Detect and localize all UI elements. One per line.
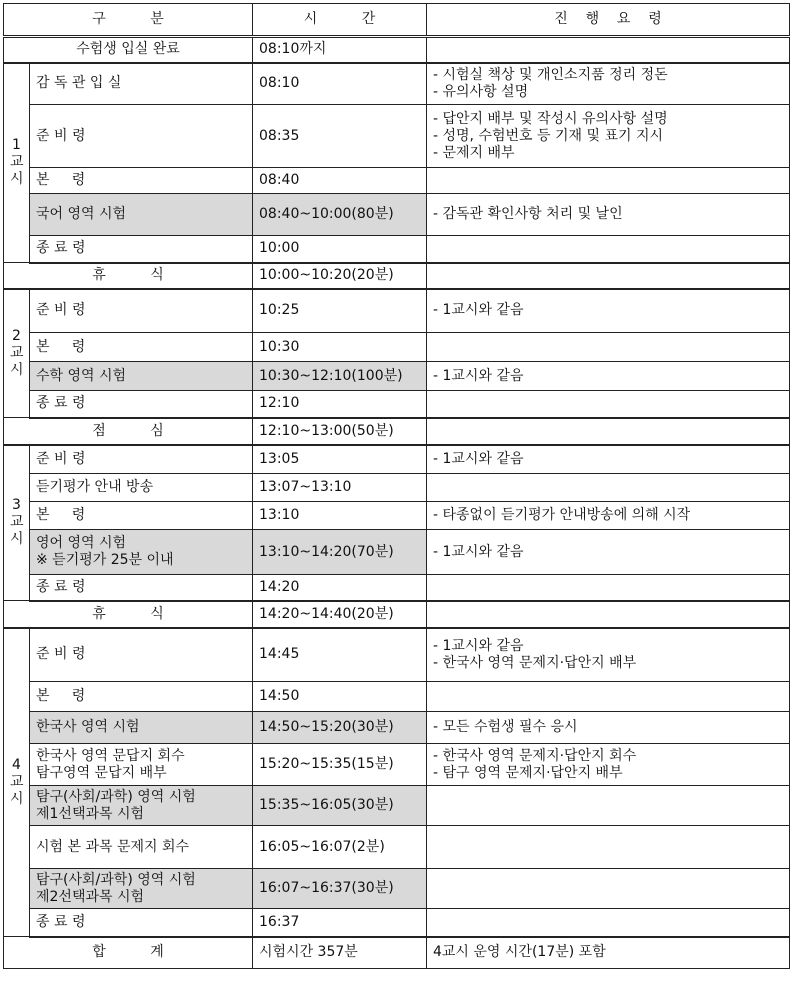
row-label: 종 료 령 xyxy=(30,236,253,263)
row-time: 12:10 xyxy=(253,391,427,418)
table-row xyxy=(4,333,790,362)
period3-name: 3 교 시 xyxy=(4,445,30,601)
table-row xyxy=(4,474,790,502)
break-label: 휴 식 xyxy=(4,263,253,289)
total-note: 4교시 운영 시간(17분) 포함 xyxy=(427,937,790,969)
row-label: 한국사 영역 시험 xyxy=(30,712,253,744)
period4-name: 4 교 시 xyxy=(4,628,30,937)
row-time: 08:10 xyxy=(253,63,427,105)
row-time: 16:37 xyxy=(253,909,427,937)
table-row xyxy=(4,744,790,786)
table-row xyxy=(4,63,790,105)
table-row xyxy=(4,530,790,575)
table-row xyxy=(4,909,790,937)
arrival-time: 08:10까지 xyxy=(253,37,427,63)
row-label: 본 령 xyxy=(30,333,253,362)
break-label: 휴 식 xyxy=(4,601,253,628)
arrival-row xyxy=(4,37,790,63)
table-row xyxy=(4,194,790,236)
row-label: 종 료 령 xyxy=(30,391,253,418)
row-time: 14:50~15:20(30분) xyxy=(253,712,427,744)
row-label: 듣기평가 안내 방송 xyxy=(30,474,253,502)
row-label: 시험 본 과목 문제지 회수 xyxy=(30,826,253,869)
row-notes: - 1교시와 같음 xyxy=(427,289,790,333)
row-label: 탐구(사회/과학) 영역 시험 제1선택과목 시험 xyxy=(30,786,253,826)
row-time: 08:35 xyxy=(253,105,427,168)
row-time: 14:20 xyxy=(253,575,427,601)
period2-name: 2 교 시 xyxy=(4,289,30,418)
row-time: 08:40 xyxy=(253,168,427,194)
row-time: 16:07~16:37(30분) xyxy=(253,869,427,909)
row-time: 16:05~16:07(2분) xyxy=(253,826,427,869)
row-label: 준 비 령 xyxy=(30,445,253,474)
row-label: 준 비 령 xyxy=(30,105,253,168)
table-row xyxy=(4,869,790,909)
table-row xyxy=(4,628,790,682)
table-row xyxy=(4,391,790,418)
row-notes: - 1교시와 같음 - 한국사 영역 문제지·답안지 배부 xyxy=(427,628,790,682)
row-notes xyxy=(427,869,790,909)
row-time: 14:50 xyxy=(253,682,427,712)
row-notes xyxy=(427,168,790,194)
row-time: 10:25 xyxy=(253,289,427,333)
table-row xyxy=(4,786,790,826)
table-row xyxy=(4,289,790,333)
header-category: 구 분 xyxy=(4,4,253,37)
lunch-row xyxy=(4,418,790,445)
table-row xyxy=(4,105,790,168)
arrival-notes xyxy=(427,37,790,63)
row-notes xyxy=(427,826,790,869)
lunch-notes xyxy=(427,418,790,445)
row-notes: - 타종없이 듣기평가 안내방송에 의해 시작 xyxy=(427,502,790,530)
table-row xyxy=(4,168,790,194)
total-label: 합 계 xyxy=(4,937,253,969)
row-notes: - 모든 수험생 필수 응시 xyxy=(427,712,790,744)
break-notes xyxy=(427,263,790,289)
row-notes: - 한국사 영역 문제지·답안지 회수 - 탐구 영역 문제지·답안지 배부 xyxy=(427,744,790,786)
table-row xyxy=(4,502,790,530)
header-row xyxy=(4,4,790,37)
row-notes: - 1교시와 같음 xyxy=(427,530,790,575)
table-row xyxy=(4,682,790,712)
row-notes xyxy=(427,474,790,502)
row-label: 영어 영역 시험 ※ 듣기평가 25분 이내 xyxy=(30,530,253,575)
row-label: 본 령 xyxy=(30,682,253,712)
row-notes xyxy=(427,682,790,712)
exam-schedule-table xyxy=(3,3,790,969)
period1-name: 1 교 시 xyxy=(4,63,30,263)
row-label: 한국사 영역 문답지 회수 탐구영역 문답지 배부 xyxy=(30,744,253,786)
row-notes: - 시험실 책상 및 개인소지품 정리 정돈 - 유의사항 설명 xyxy=(427,63,790,105)
table-row xyxy=(4,712,790,744)
row-time: 10:00 xyxy=(253,236,427,263)
break-row xyxy=(4,601,790,628)
header-time: 시 간 xyxy=(253,4,427,37)
row-time: 13:05 xyxy=(253,445,427,474)
break-time: 10:00~10:20(20분) xyxy=(253,263,427,289)
row-label: 본 령 xyxy=(30,502,253,530)
row-time: 15:20~15:35(15분) xyxy=(253,744,427,786)
table-row xyxy=(4,236,790,263)
table-row xyxy=(4,445,790,474)
row-label: 본 령 xyxy=(30,168,253,194)
row-time: 13:10~14:20(70분) xyxy=(253,530,427,575)
row-time: 15:35~16:05(30분) xyxy=(253,786,427,826)
header-procedure: 진 행 요 령 xyxy=(427,4,790,37)
row-notes xyxy=(427,575,790,601)
row-time: 10:30 xyxy=(253,333,427,362)
row-label: 수학 영역 시험 xyxy=(30,362,253,391)
lunch-label: 점 심 xyxy=(4,418,253,445)
break-notes xyxy=(427,601,790,628)
row-label: 종 료 령 xyxy=(30,909,253,937)
arrival-label: 수험생 입실 완료 xyxy=(4,37,253,63)
lunch-time: 12:10~13:00(50분) xyxy=(253,418,427,445)
row-label: 준 비 령 xyxy=(30,289,253,333)
table-row xyxy=(4,362,790,391)
row-time: 14:45 xyxy=(253,628,427,682)
row-label: 준 비 령 xyxy=(30,628,253,682)
row-time: 13:10 xyxy=(253,502,427,530)
row-time: 10:30~12:10(100분) xyxy=(253,362,427,391)
break-row xyxy=(4,263,790,289)
row-label: 감 독 관 입 실 xyxy=(30,63,253,105)
row-notes: - 1교시와 같음 xyxy=(427,445,790,474)
break-time: 14:20~14:40(20분) xyxy=(253,601,427,628)
row-time: 13:07~13:10 xyxy=(253,474,427,502)
row-label: 국어 영역 시험 xyxy=(30,194,253,236)
table-row xyxy=(4,826,790,869)
total-row xyxy=(4,937,790,969)
row-notes xyxy=(427,236,790,263)
row-notes xyxy=(427,786,790,826)
row-notes xyxy=(427,333,790,362)
row-notes: - 감독관 확인사항 처리 및 날인 xyxy=(427,194,790,236)
row-notes: - 답안지 배부 및 작성시 유의사항 설명 - 성명, 수험번호 등 기재 및 표기 지시 - 문제지 배부 xyxy=(427,105,790,168)
total-time: 시험시간 357분 xyxy=(253,937,427,969)
table-row xyxy=(4,575,790,601)
row-notes: - 1교시와 같음 xyxy=(427,362,790,391)
row-time: 08:40~10:00(80분) xyxy=(253,194,427,236)
row-label: 탐구(사회/과학) 영역 시험 제2선택과목 시험 xyxy=(30,869,253,909)
row-notes xyxy=(427,391,790,418)
row-notes xyxy=(427,909,790,937)
row-label: 종 료 령 xyxy=(30,575,253,601)
